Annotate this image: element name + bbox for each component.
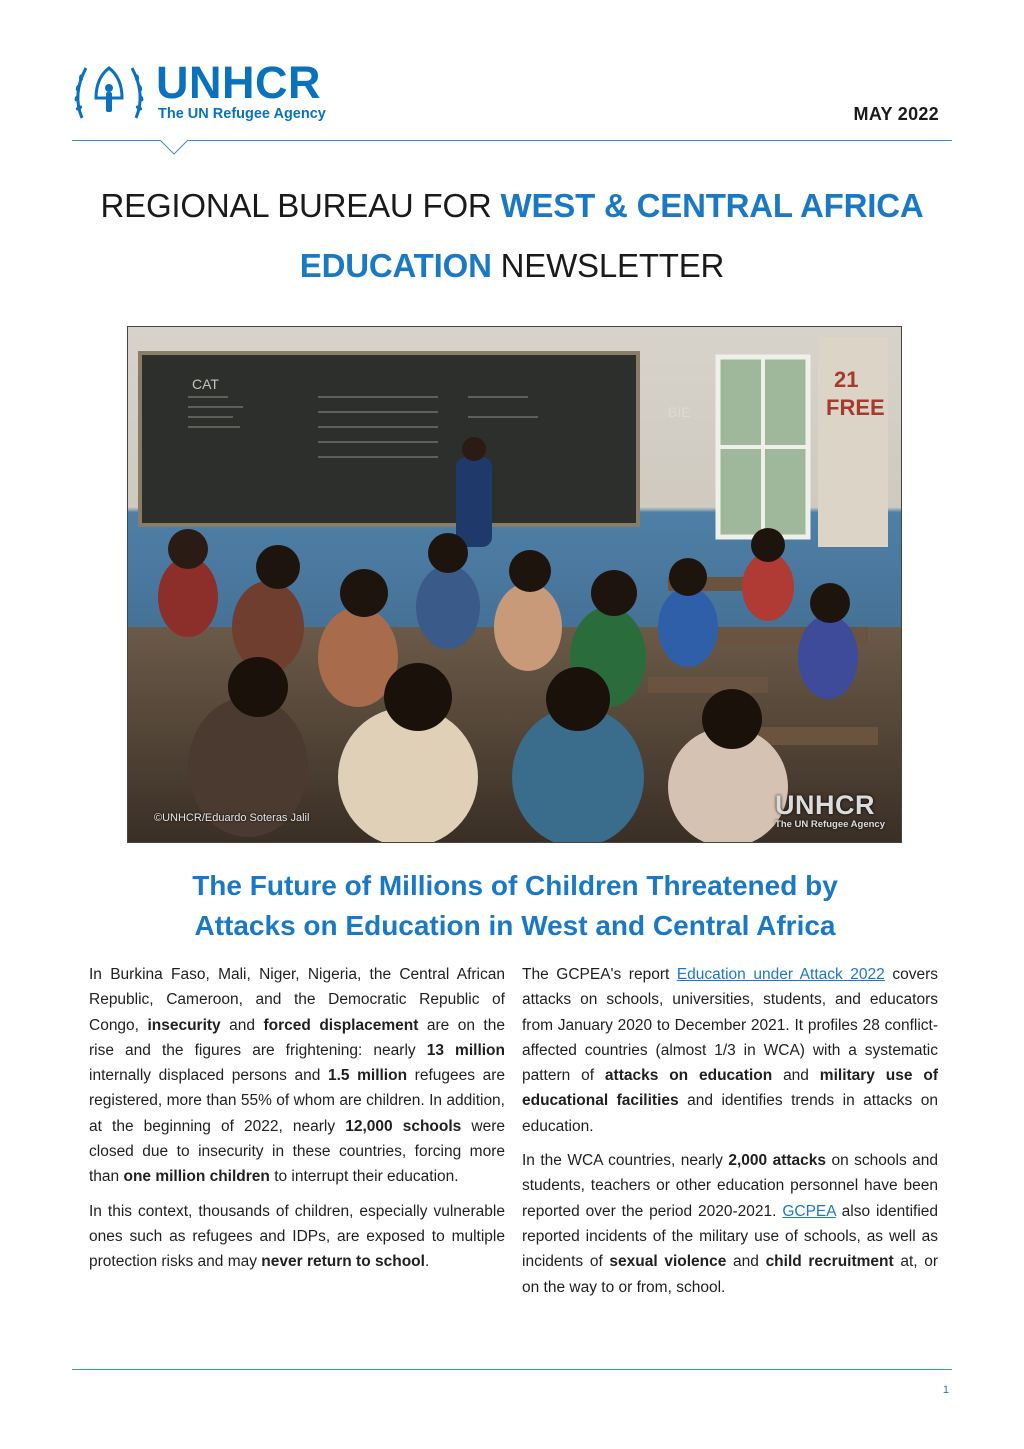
p4-bold-2: sexual violence	[609, 1253, 727, 1271]
article-headline	[0, 866, 1024, 946]
p1-text-6: were closed due to insecurity in these countries, forcing more than	[89, 1117, 505, 1186]
pillar-word-2: FREE	[826, 395, 885, 420]
p2-bold-1: never return to school	[261, 1253, 425, 1271]
watermark-wordmark: UNHCR	[775, 790, 876, 820]
footer-divider	[72, 1369, 952, 1370]
photo-watermark	[775, 791, 885, 830]
board-word-2: BIE	[668, 404, 691, 420]
title-plain-2: NEWSLETTER	[491, 247, 725, 284]
p1-bold-1: insecurity	[147, 1016, 221, 1034]
divider-notch-icon	[160, 140, 188, 156]
issue-date: MAY 2022	[853, 104, 939, 124]
classroom-photo	[127, 326, 902, 843]
p1-bold-3: 13 million	[426, 1041, 505, 1059]
article-column-right	[522, 962, 938, 1309]
classroom-illustration	[128, 327, 901, 842]
p3-bold-1: attacks on education	[604, 1067, 773, 1085]
gcpea-link[interactable]: GCPEA	[782, 1202, 836, 1220]
p4-text-3: also identified reported incidents of the military use of schools, as well as incidents of	[522, 1202, 939, 1271]
headline-line-2: Attacks on Education in West and Central Africa	[194, 910, 836, 941]
watermark-tagline: The UN Refugee Agency	[775, 819, 885, 830]
education-under-attack-link[interactable]: Education under Attack 2022	[676, 966, 885, 983]
p1-bold-6: one million children	[123, 1168, 270, 1186]
header-divider	[72, 140, 952, 141]
p1-bold-5: 12,000 schools	[345, 1117, 462, 1135]
p1-bold-2: forced displacement	[263, 1016, 419, 1034]
p4-text-2: on schools and students, teachers or other education personnel have been reported over the period 2020-2021.	[522, 1152, 938, 1220]
logo-wordmark: UNHCR	[156, 57, 321, 108]
board-word-1: CAT	[192, 376, 219, 392]
unhcr-emblem-icon	[70, 58, 148, 126]
title-plain-1: REGIONAL BUREAU FOR	[100, 187, 501, 224]
page-number: 1	[942, 1384, 949, 1396]
paragraph-4	[522, 1148, 938, 1300]
p3-text-3: and	[772, 1067, 820, 1085]
p1-text-2: and	[220, 1016, 264, 1034]
p4-text-1: In the WCA countries, nearly	[522, 1152, 729, 1170]
newsletter-title-line-1	[0, 186, 1024, 226]
p4-bold-1: 2,000 attacks	[728, 1152, 827, 1170]
title-region: WEST & CENTRAL AFRICA	[500, 187, 924, 224]
p2-text-2: .	[424, 1253, 430, 1271]
paragraph-1	[89, 962, 505, 1190]
p1-text-3: are on the rise and the figures are frightening: nearly	[89, 1016, 505, 1059]
p1-text-4: internally displaced persons and	[89, 1067, 328, 1085]
p3-bold-2: military use of educational facilities	[522, 1067, 938, 1110]
p1-text-1: In Burkina Faso, Mali, Niger, Nigeria, the Central African Republic, Cameroon, and the Democratic Republic of Congo,	[89, 966, 505, 1034]
pillar-word-1: 21	[834, 367, 859, 392]
paragraph-3	[522, 962, 938, 1139]
unhcr-logo	[70, 52, 360, 132]
p1-text-7: to interrupt their education.	[269, 1168, 459, 1186]
p1-text-5: refugees are registered, more than 55% of whom are children. In addition, at the beginning of 2022, nearly	[89, 1067, 505, 1135]
p4-text-4: and	[726, 1253, 766, 1271]
headline-line-1: The Future of Millions of Children Threatened by	[192, 870, 838, 901]
title-topic: EDUCATION	[299, 247, 492, 284]
logo-tagline: The UN Refugee Agency	[158, 106, 326, 122]
article-column-left	[89, 962, 505, 1284]
p1-bold-4: 1.5 million	[327, 1067, 408, 1085]
p3-text-2: covers attacks on schools, universities, students, and educators from January 2020 to December 2021. It profiles 28 conflict-affected countries (almost 1/3 in WCA) with a systematic pattern of	[522, 966, 939, 1085]
p4-bold-3: child recruitment	[765, 1253, 894, 1271]
photo-credit: ©UNHCR/Eduardo Soteras Jalil	[154, 812, 310, 824]
p4-text-5: at, or on the way to or from, school.	[522, 1253, 939, 1296]
p3-text-4: and identifies trends in attacks on education.	[522, 1092, 938, 1135]
p2-text-1: In this context, thousands of children, especially vulnerable ones such as refugees and IDPs, are exposed to multiple protection risks and may	[89, 1202, 505, 1271]
newsletter-title-line-2	[0, 246, 1024, 286]
p3-text-1: The GCPEA's report	[522, 966, 677, 983]
paragraph-2	[89, 1199, 505, 1275]
